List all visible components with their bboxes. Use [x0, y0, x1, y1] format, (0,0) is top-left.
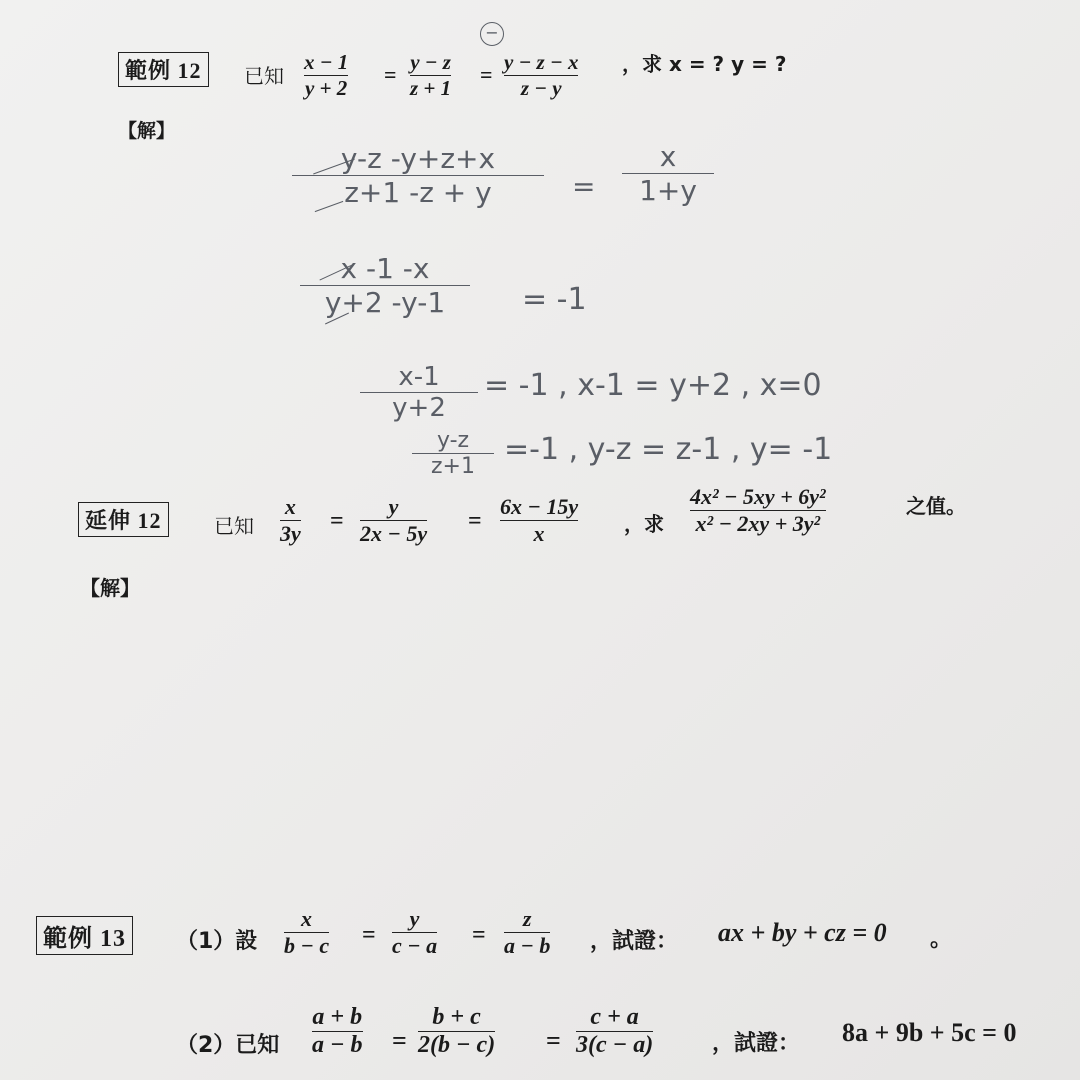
equals-sign: = [546, 1026, 561, 1055]
handwritten-result: =-1 , y-z = z-1 , y= -1 [504, 432, 833, 467]
equals-sign: = [468, 508, 482, 534]
equals-sign: = [362, 922, 376, 948]
handwritten-numerator: x -1 -x [340, 252, 430, 285]
handwritten-result: = -1 [522, 282, 587, 317]
fraction-denominator: 2(b − c) [418, 1032, 496, 1058]
extension-12-question: ，求 [624, 512, 664, 536]
fraction-numerator: x − 1 [304, 50, 349, 74]
fraction-numerator: x [284, 494, 296, 519]
example-13-part-2-label: （2）已知 [176, 1033, 280, 1058]
equals-sign: = [392, 1026, 407, 1055]
handwritten-denominator: z+1 [431, 454, 475, 479]
extension-12-given: 已知 [214, 514, 254, 538]
fraction-denominator: 3(c − a) [576, 1032, 654, 1058]
example-13-part-1-fraction-3 [504, 906, 550, 959]
fraction-denominator: x² − 2xy + 3y² [695, 511, 821, 536]
handwritten-equals: = [572, 170, 596, 203]
example-12-fraction-2 [410, 50, 451, 101]
fraction-numerator: y − z [410, 50, 451, 74]
example-12-fraction-1 [304, 50, 348, 101]
handwritten-denominator: y+2 [392, 393, 446, 423]
equals-sign: = [472, 922, 486, 948]
fraction-numerator: b + c [432, 1004, 481, 1030]
extension-12-tail: 之值。 [906, 494, 966, 518]
fraction-numerator: 6x − 15y [500, 494, 579, 519]
extension-12-fraction-3 [500, 494, 578, 547]
fraction-denominator: a − b [312, 1032, 363, 1058]
circled-minus-annotation [480, 22, 504, 46]
equals-sign: = [384, 62, 397, 87]
fraction-denominator: z + 1 [410, 76, 452, 100]
equals-sign: = [480, 62, 493, 87]
fraction-numerator: y [409, 906, 420, 931]
fraction-denominator: y + 2 [304, 76, 348, 100]
fraction-numerator: c + a [590, 1004, 639, 1030]
example-13-part-2-fraction-3 [576, 1004, 653, 1059]
handwritten-numerator: x [659, 140, 677, 173]
extension-12-fraction-1 [280, 494, 301, 547]
handwritten-denominator: 1+y [639, 174, 697, 207]
example-13-part-2-ask: ，試證： [712, 1031, 801, 1056]
circled-minus-text: − [485, 23, 499, 42]
handwritten-numerator: y-z [436, 428, 470, 453]
handwritten-fraction-4 [412, 428, 494, 479]
example-12-question: ，求 x = ? y = ? [622, 52, 787, 76]
extension-12-solution-label: 【解】 [80, 576, 140, 600]
fraction-numerator: y − z − x [504, 50, 579, 74]
fraction-denominator: x [533, 521, 545, 546]
example-12-given: 已知 [244, 64, 284, 88]
example-13-tag: 範例 13 [36, 916, 133, 955]
handwritten-result: = -1 , x-1 = y+2 , x=0 [484, 368, 822, 403]
fraction-numerator: 4x² − 5xy + 6y² [690, 484, 826, 509]
handwritten-fraction-3 [360, 362, 478, 423]
handwritten-fraction-1 [292, 142, 544, 209]
handwritten-denominator: y+2 -y-1 [324, 286, 446, 319]
fraction-denominator: 2x − 5y [360, 521, 428, 546]
fraction-denominator: z − y [520, 76, 562, 100]
handwritten-numerator: y-z -y+z+x [340, 142, 496, 175]
fraction-numerator: y [388, 494, 399, 519]
equals-sign: = [330, 508, 344, 534]
example-13-part-1-ask: ，試證： [590, 929, 679, 954]
example-12-solution-label: 【解】 [118, 120, 176, 142]
fraction-denominator: 3y [280, 521, 301, 546]
handwritten-fraction-1-rhs [622, 140, 714, 207]
extension-12-tag: 延伸 12 [78, 502, 169, 537]
extension-12-fraction-2 [360, 494, 427, 547]
example-13-part-1-claim: ax + by + cz = 0 [718, 918, 887, 947]
example-13-part-2-fraction-2 [418, 1004, 495, 1059]
handwritten-fraction-2 [300, 252, 470, 319]
handwritten-numerator: x-1 [398, 362, 440, 392]
example-13-part-1-fraction-2 [392, 906, 437, 959]
fraction-denominator: b − c [284, 933, 330, 958]
example-13-part-1-end: 。 [930, 927, 953, 952]
example-13-part-2-fraction-1 [312, 1004, 363, 1059]
example-12-tag: 範例 12 [118, 52, 209, 87]
fraction-denominator: c − a [392, 933, 438, 958]
example-12-fraction-3 [504, 50, 578, 101]
extension-12-target-fraction [690, 484, 826, 537]
fraction-numerator: x [301, 906, 313, 931]
fraction-numerator: a + b [312, 1004, 363, 1030]
example-13-part-2-claim: 8a + 9b + 5c = 0 [842, 1018, 1017, 1047]
example-13-part-1-label: （1）設 [176, 929, 258, 954]
fraction-numerator: z [522, 906, 532, 931]
example-13-part-1-fraction-1 [284, 906, 329, 959]
handwritten-denominator: z+1 -z + y [344, 176, 492, 209]
fraction-denominator: a − b [504, 933, 551, 958]
